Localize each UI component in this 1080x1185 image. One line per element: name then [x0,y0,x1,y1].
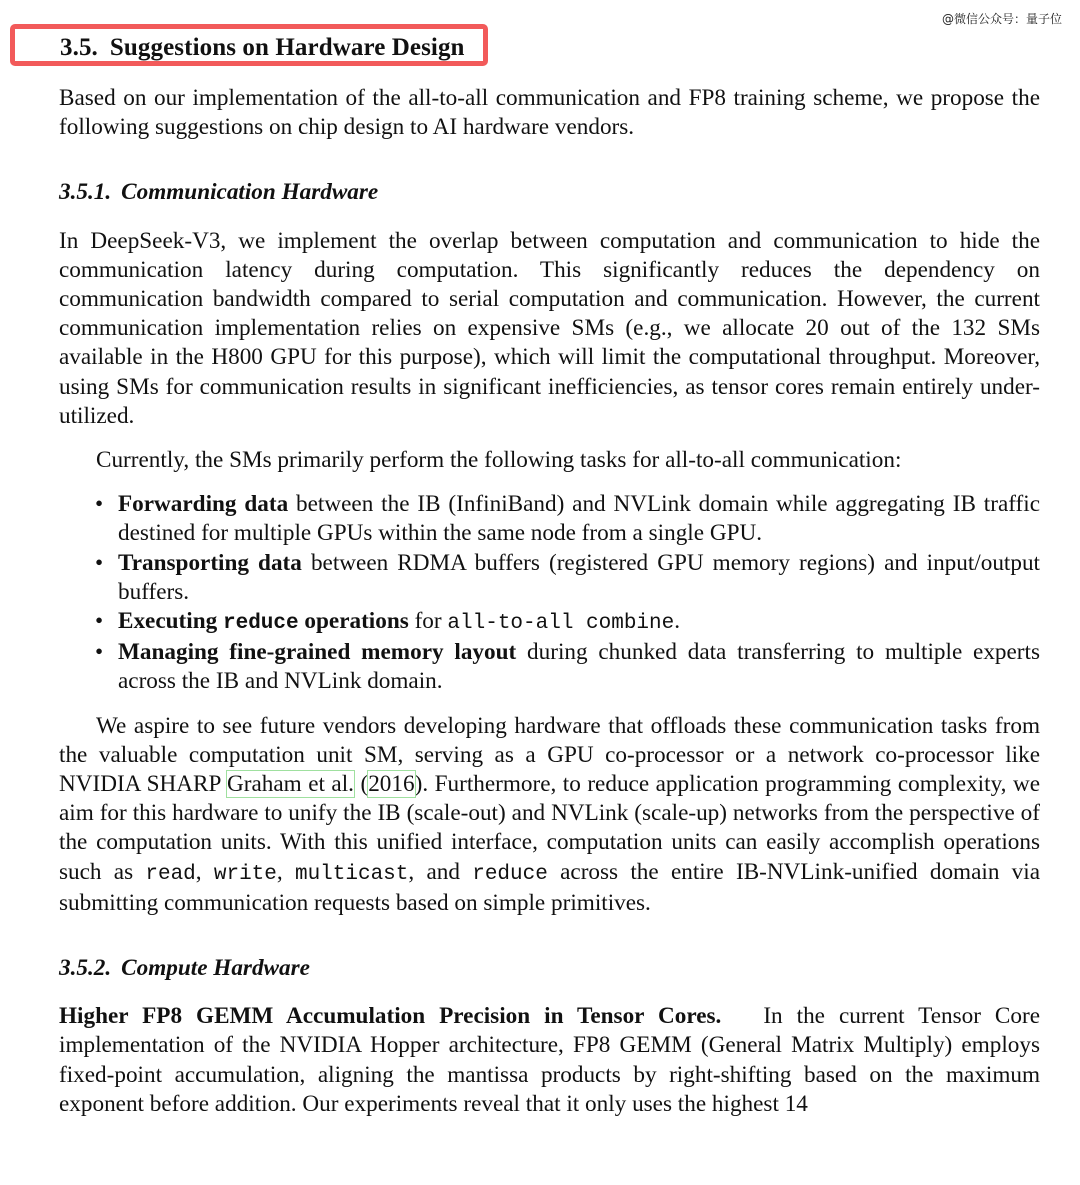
list-item [95,549,1040,607]
watermark-text: @微信公众号：量子位 [941,12,1062,26]
subsection-heading-compute [59,954,1040,983]
task-text: between the IB (InfiniBand) and NVLink domain while aggregating IB traffic destined for multiple GPUs within the same node from a single GPU. [118,491,1041,547]
code-multicast: multicast [294,862,409,886]
tasks-intro: Currently, the SMs primarily perform the following tasks for all-to-all communication: [96,447,902,474]
list-item [95,638,1040,696]
compute-paragraph: Higher FP8 GEMM Accumulation Precision in Tensor Cores. In the current Tensor Core implementation of the NVIDIA Hopper architecture, FP8 GEMM (General Matrix Multiply) employs fixed-point accumulation, aligning the mantissa products by right-shifting based on the maximum exponent before addition. Our experiments reveal that it only uses the highest 14 [59,1003,1040,1117]
task-bold: Transporting data [118,549,302,576]
task-text: during chunked data transferring to multiple experts across the IB and NVLink domain. [118,639,1040,695]
list-item [95,490,1040,548]
communication-paragraph: In DeepSeek-V3, we implement the overlap between computation and communication to hide the communication latency during computation. This significantly reduces the dependency on communication bandwidth compared to serial computation and communication. However, the current communication implementation relies on expensive SMs (e.g., we allocate 20 out of the 132 SMs available in the H800 GPU for this purpose), which will limit the computational throughput. Moreover, using SMs for communication results in significant inefficiencies, as tensor cores remain entirely under-utilized. [59,227,1040,429]
section-title-text: Suggestions on Hardware Design [109,34,465,61]
task-bold: Managing fine-grained memory layout [118,639,517,666]
section-title [60,34,465,62]
section-intro-paragraph: Based on our implementation of the all-to-all communication and FP8 training scheme, we propose the following suggestions on chip design to AI hardware vendors. [59,85,1040,141]
section-number: 3.5. [60,34,98,61]
subsection-number: 3.5.1. [59,179,112,206]
subsection-title: Compute Hardware [121,955,310,982]
code-reduce: reduce [472,862,548,886]
paragraph-heading: Higher FP8 GEMM Accumulation Precision in Tensor Cores. [59,1003,722,1030]
task-text: between RDMA buffers (registered GPU memory regions) and input/output buffers. [118,549,1040,605]
document-body [59,84,1040,1119]
citation-year-link[interactable]: 2016 [368,771,415,798]
subsection-heading-communication [59,178,1040,207]
code-read: read [145,862,196,886]
task-bold: Forwarding data [118,491,289,518]
code-all-to-all-combine: all-to-all combine [447,612,675,636]
list-item: • Executing reduce operations for all-to-all combine. [95,607,1040,638]
task-bold: Executing reduce operations [118,608,409,636]
tasks-list [59,490,1040,696]
code-write: write [213,862,277,886]
subsection-number: 3.5.2. [59,955,112,982]
code-reduce: reduce [223,612,299,636]
offload-paragraph: We aspire to see future vendors developing hardware that offloads these communication tasks from the valuable computation unit SM, serving as a GPU co-processor or a network co-processor like NVIDIA SHARP Graham et al. (2016). Furthermore, to reduce application programming complexity, we aim for this hardware to unify the IB (scale-out) and NVLink (scale-up) networks from the perspective of the computation units. With this unified interface, computation units can easily accomplish operations such as read, write, multicast, and reduce across the entire IB-NVLink-unified domain via submitting communication requests based on simple primitives. [59,712,1041,916]
citation-author-link[interactable]: Graham et al. [227,771,354,798]
subsection-title: Communication Hardware [121,179,379,206]
